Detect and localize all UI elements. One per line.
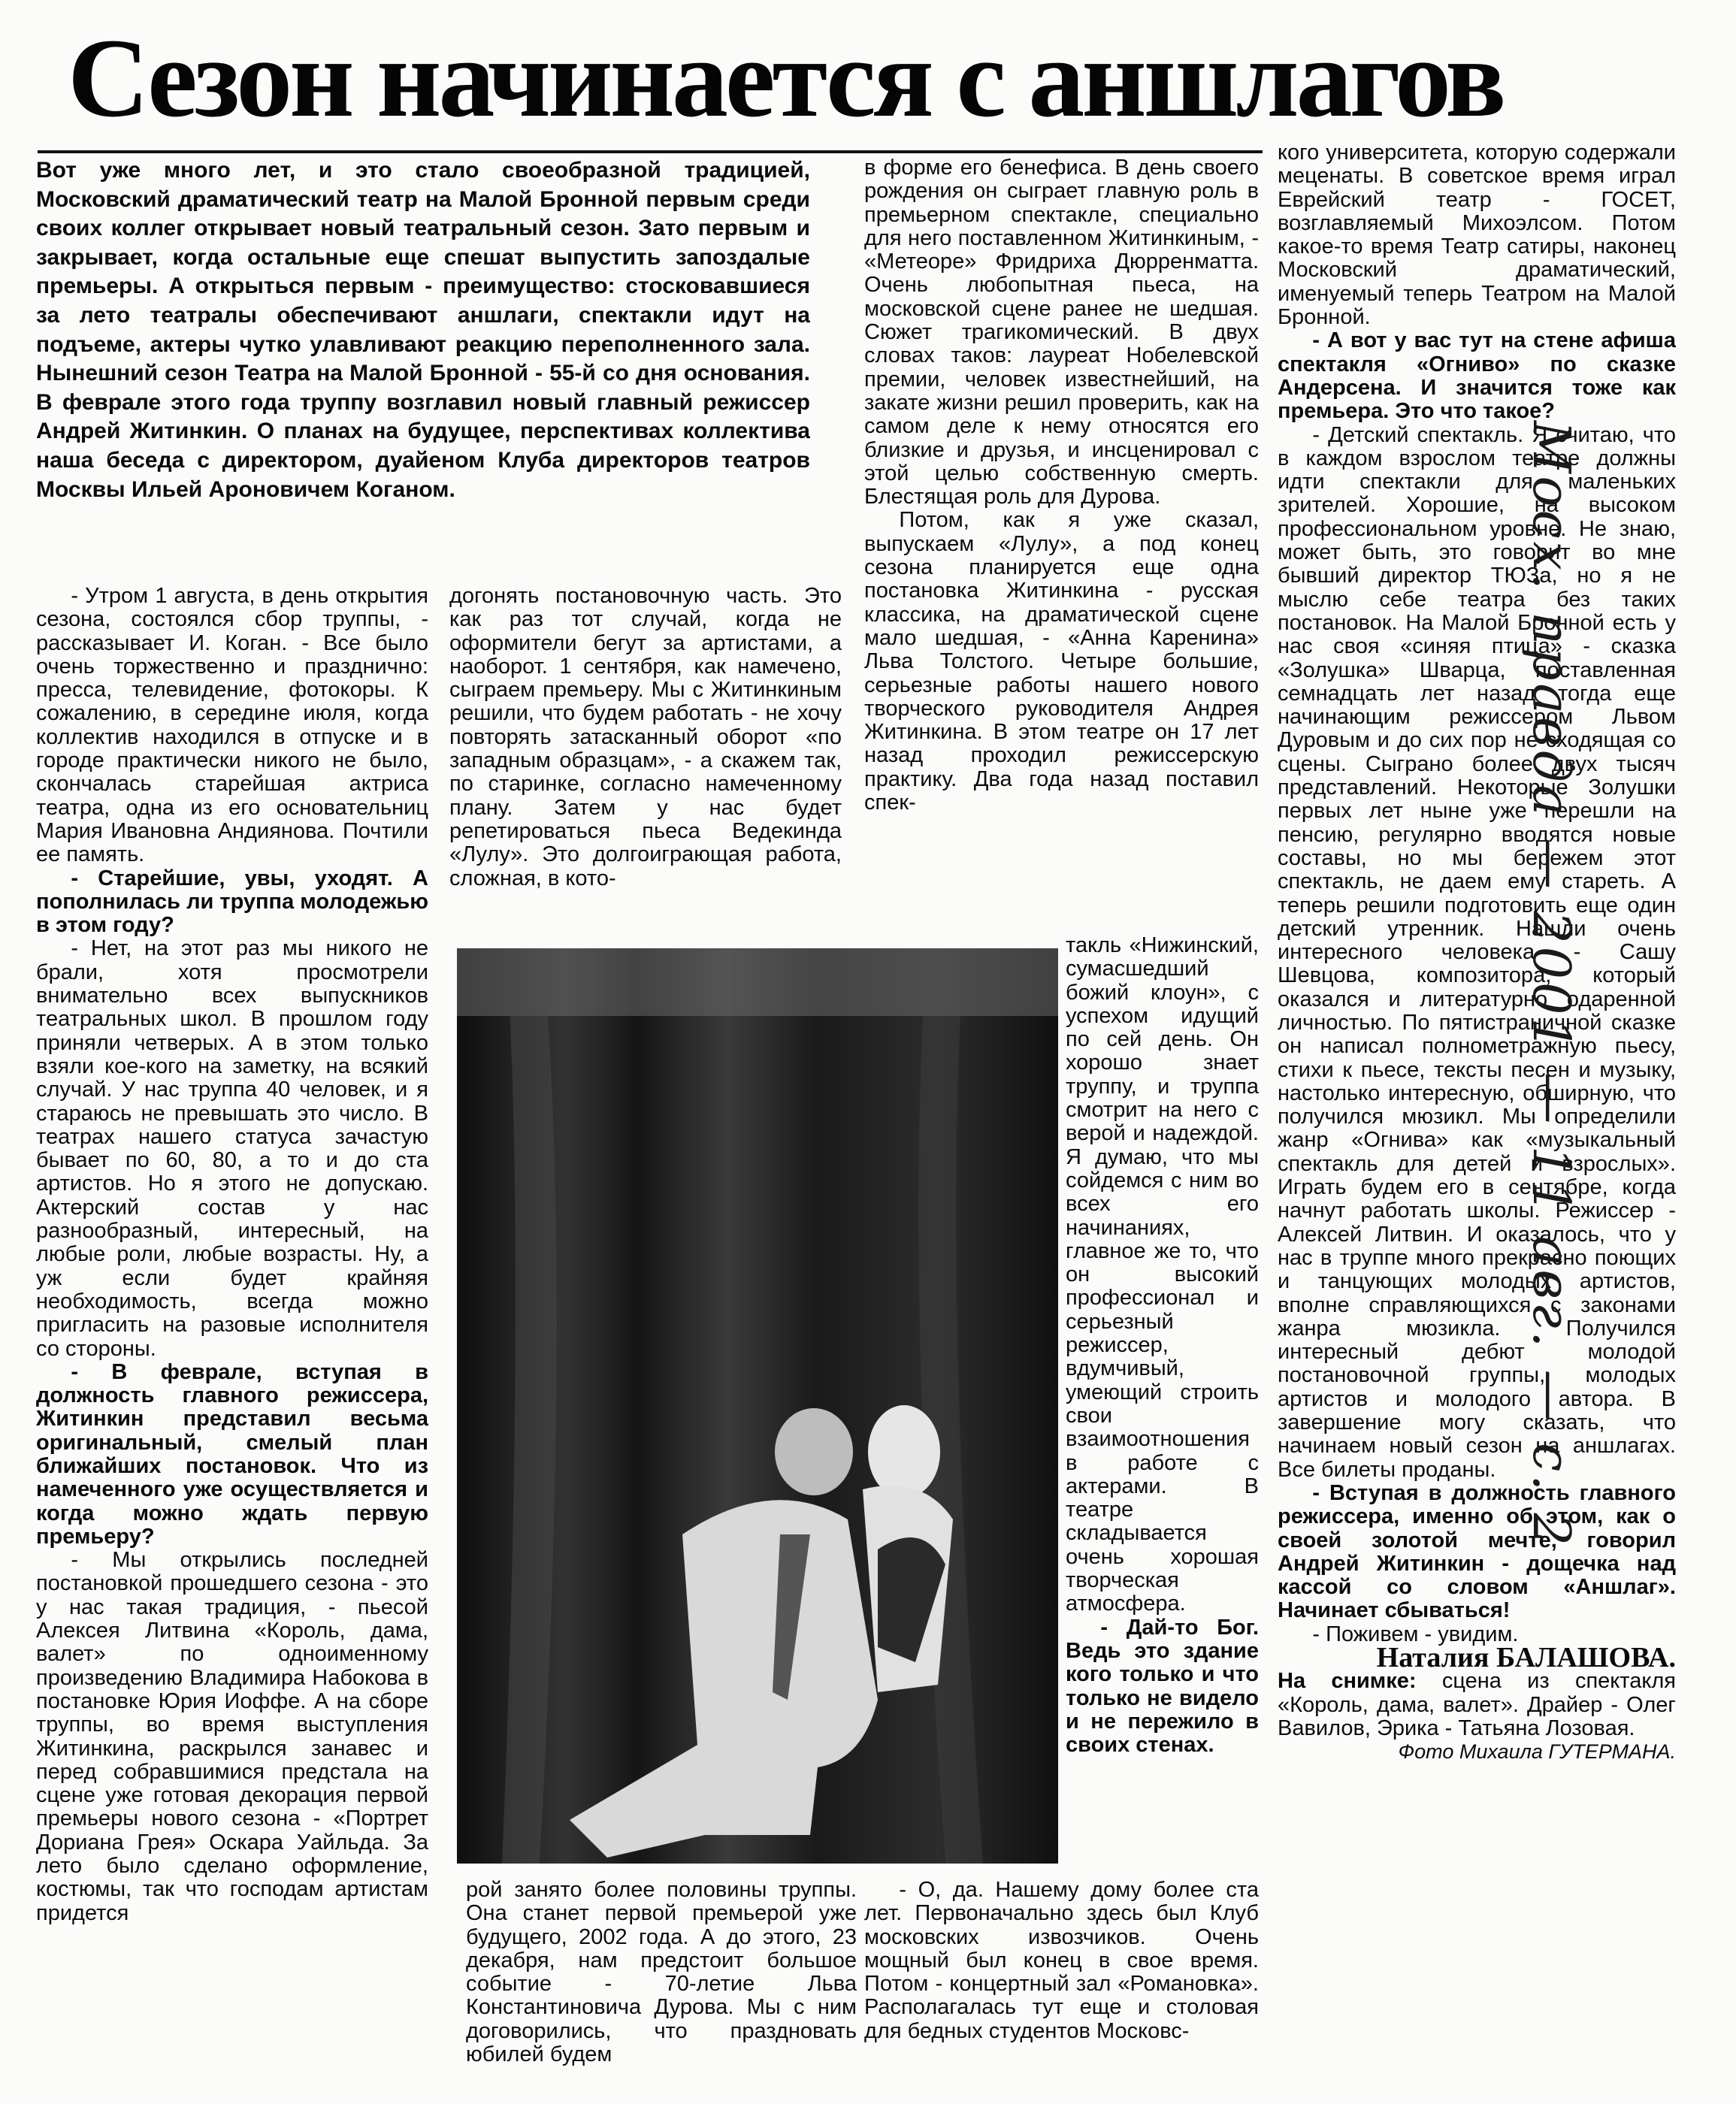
paragraph: - Детский спектакль. Я считаю, что в каждом взрослом театре должны идти спектакли для маленьких зрителей. Хорошие, на высоком профессиональном уровне. Не знаю, может быть, это говорит во мне бывший директор ТЮЗа, но я не мыслю себе театра без таких постановок. На Малой Бронной есть у нас своя «синяя птица» - сказка «Золушка» Шварца, поставленная семнадцать лет назад тогда еще начинающим режиссером Львом Дуровым и до сих пор не сходящая со сцены. Сыграно более двух тысяч представлений. Некоторые Золушки первых лет ныне уже перешли на пенсию, регулярно вводятся новые составы, но мы бережем этот спектакль, не даем ему стареть. А теперь решили подготовить еще один детский утренник. Нашли очень интересного человека - Сашу Шевцова, композитора, который оказался и литературно одаренной личностью. По пятистраничной сказке он написал полнометражную пьесу, стихи к пьесе, тексты песен и музыку, настолько интересную, обширную, что получился мюзикл. Мы определили жанр «Огнива» как «музыкальный спектакль для детей и взрослых». Играть будем его в сентябре, когда начнут работать школы. Режиссер - Алексей Литвин. И оказалось, что у нас в труппе много прекрасно поющих и танцующих молодых артистов, вполне справляющихся с законами жанра мюзикла. Получился интересный дебют молодой постановочной группы, молодых артистов и молодого автора. В завершение могу сказать, что начинаем новый сезон на аншлагах. Все билеты проданы. (1278, 422, 1676, 1482)
interviewer-question: - А вот у вас тут на стене афиша спектакля «Огниво» по сказке Андерсена. И значится тоже как премьера. Это что такое? (1278, 328, 1676, 424)
caption-text: сцена из спектакля «Король, дама, валет». Драйер - Олег Вавилов, Эрика - Татьяна Лозовая. (1278, 1669, 1676, 1740)
paragraph: - Поживем - увидим. (1312, 1622, 1519, 1646)
paragraph: в форме его бенефиса. В день своего рождения он сыграет главную роль в премьерном спектакле, специально для него поставленном Житинкиным, - «Метеоре» Фридриха Дюрренматта. Очень любопытная пьеса, на московской сцене ранее не шедшая. Сюжет трагикомический. В двух словах таков: лауреат Нобелевской премии, человек известнейший, на закате жизни решил проверить, как на самом деле к нему относятся его близкие и друзья, и инсценировал с этой целью собственную смерть. Блестящая роль для Дурова. (864, 156, 1259, 509)
scene-photo-image (457, 948, 1058, 1864)
paragraph: - Мы открылись последней постановкой прошедшего сезона - это у нас такая традиция, - пьесой Алексея Литвина «Король, дама, валет» по одноименному произведению Владимира Набокова в постановке Юрия Иоффе. А на сборе труппы, во время выступления Житинкина, раскрылся занавес и перед собравшимися предстала на сцене уже готовая декорация первой премьеры нового сезона - «Портрет Дориана Грея» Оскара Уайльда. За лето было сделано оформление, костюмы, так что господам артистам придется (36, 1548, 428, 1925)
column-4 (1278, 141, 1676, 1945)
paragraph: Потом, как я уже сказал, выпускаем «Лулу», а под конец сезона планируется еще одна постановка Житинкина - русская классика, на драматической сцене мало шедшая, - «Анна Каренина» Льва Толстого. Четыре большие, серьезные работы нашего нового творческого руководителя Андрея Житинкина. В этом театре он 17 лет назад проходил режиссерскую практику. Два года назад поставил спек- (864, 508, 1259, 815)
interviewer-question: - Старейшие, увы, уходят. А пополнилась ли труппа молодежью в этом году? (36, 866, 428, 938)
column-5 (466, 1879, 857, 2089)
interviewer-question: - Вступая в должность главного режиссера, именно об этом, как о своей золотой мечте, говорил Андрей Житинкин - дощечка над кассой со словом «Аншлаг». Начинает сбываться! (1278, 1480, 1676, 1623)
lead-paragraph: Вот уже много лет, и это стало своеобразной традицией, Московский драматический театр на Малой Бронной первым среди своих коллег открывает новый театральный сезон. Зато первым и закрывает, когда остальные еще спешат выпустить запоздалые премьеры. А открыться первым - преимущество: стосковавшиеся за лето театралы обеспечивают аншлаги, спектакли идут на подъеме, актеры чутко улавливают реакцию переполненного зала. Нынешний сезон Театра на Малой Бронной - 55-й со дня основания. В феврале этого года труппу возглавил новый главный режиссер Андрей Житинкин. О планах на будущее, перспективах коллектива наша беседа с директором, дуайеном Клуба директоров театров Москвы Ильей Ароновичем Коганом. (36, 158, 810, 502)
paragraph: - Нет, на этот раз мы никого не брали, хотя просмотрели внимательно всех выпускников театральных школ. В прошлом году приняли четверых. А в этом только взяли кое-кого на заметку, на всякий случай. У нас труппа 40 человек, и я стараюсь не превышать это число. В театрах нашего статуса зачастую бывает по 60, 80, а то и до ста артистов. Но я этого не допускаю. Актерский состав у нас разнообразный, интересный, на любые роли, любые возрасты. Ну, а уж если будет крайняя необходимость, всегда можно пригласить на разовые исполнителя со стороны. (36, 936, 428, 1361)
interviewer-question: - В феврале, вступая в должность главного режиссера, Житинкин представил весьма оригинальный, смелый план ближайших постановок. Что из намеченного уже осуществляется и когда можно ждать первую премьеру? (36, 1359, 428, 1549)
column-3 (864, 156, 1259, 934)
photo-caption (1278, 1670, 1676, 1740)
photo-credit: Фото Михаила ГУТЕРМАНА. (1398, 1740, 1676, 1764)
headline: Сезон начинается с аншлагов (68, 16, 1504, 141)
paragraph: рой занято более половины труппы. Она станет первой премьерой уже будущего, 2002 года. А до этого, 23 декабря, нам предстоит большое событие - 70-летие Льва Константиновича Дурова. Мы с ним договорились, что праздновать юбилей будем (466, 1879, 857, 2067)
paragraph: догонять постановочную часть. Это как раз тот случай, когда не оформители бегут за артистами, а наоборот. 1 сентября, как намечено, сыграем премьеру. Мы с Житинкиным решили, что будем работать - не хочу повторять затасканный оборот «по западным образцам», - а скажем так, по старинке, согласно намеченному плану. Затем у нас будет репетироваться пьеса Ведекинда «Лулу». Это долгоиграющая работа, сложная, в кото- (449, 585, 842, 890)
handwritten-source-note: Мосх. правда — 2001 — 11 авг. — с. 2 (1521, 421, 1580, 1549)
column-3-continued (1066, 934, 1259, 1873)
column-1 (36, 585, 428, 2087)
column-2 (449, 585, 842, 938)
author-byline: Наталия БАЛАШОВА. (1376, 1642, 1676, 1673)
headline-rule (38, 150, 1263, 153)
paragraph: - Утром 1 августа, в день открытия сезона, состоялся сбор труппы, - рассказывает И. Коган. - Все было очень торжественно и празднично: пресса, телевидение, фотокоры. К сожалению, в середине июля, когда коллектив находился в отпуске и в городе практически никого не было, скончалась старейшая актриса театра, одна из его основательниц Мария Ивановна Андиянова. Почтили ее память. (36, 585, 428, 867)
paragraph: кого университета, которую содержали меценаты. В советское время играл Еврейский театр - ГОСЕТ, возглавляемый Михоэлсом. Потом какое-то время Театр сатиры, наконец Московский драматический, именуемый теперь Театром на Малой Бронной. (1278, 141, 1676, 330)
paragraph: - О, да. Нашему дому более ста лет. Первоначально здесь был Клуб московских извозчиков. Очень мощный был конец в свое время. Потом - концертный зал «Романовка». Располагалась тут еще и столовая для бедных студентов Московс- (864, 1879, 1259, 2043)
paragraph: такль «Нижинский, сумасшедший божий клоун», с успехом идущий по сей день. Он хорошо знает труппу, и труппа смотрит на него с верой и надеждой. Я думаю, что мы сойдемся с ним во всех его начинаниях, главное же то, что он высокий профессионал и серьезный режиссер, вдумчивый, умеющий строить свои взаимоотношения в работе с актерами. В театре складывается очень хорошая творческая атмосфера. (1066, 934, 1259, 1616)
column-6 (864, 1879, 1259, 2089)
interviewer-question: - Дай-то Бог. Ведь это здание кого только и что только не видело и не пережило в своих стенах. (1066, 1615, 1259, 1758)
scene-photo (457, 948, 1058, 1864)
caption-label: На снимке: (1278, 1669, 1417, 1694)
